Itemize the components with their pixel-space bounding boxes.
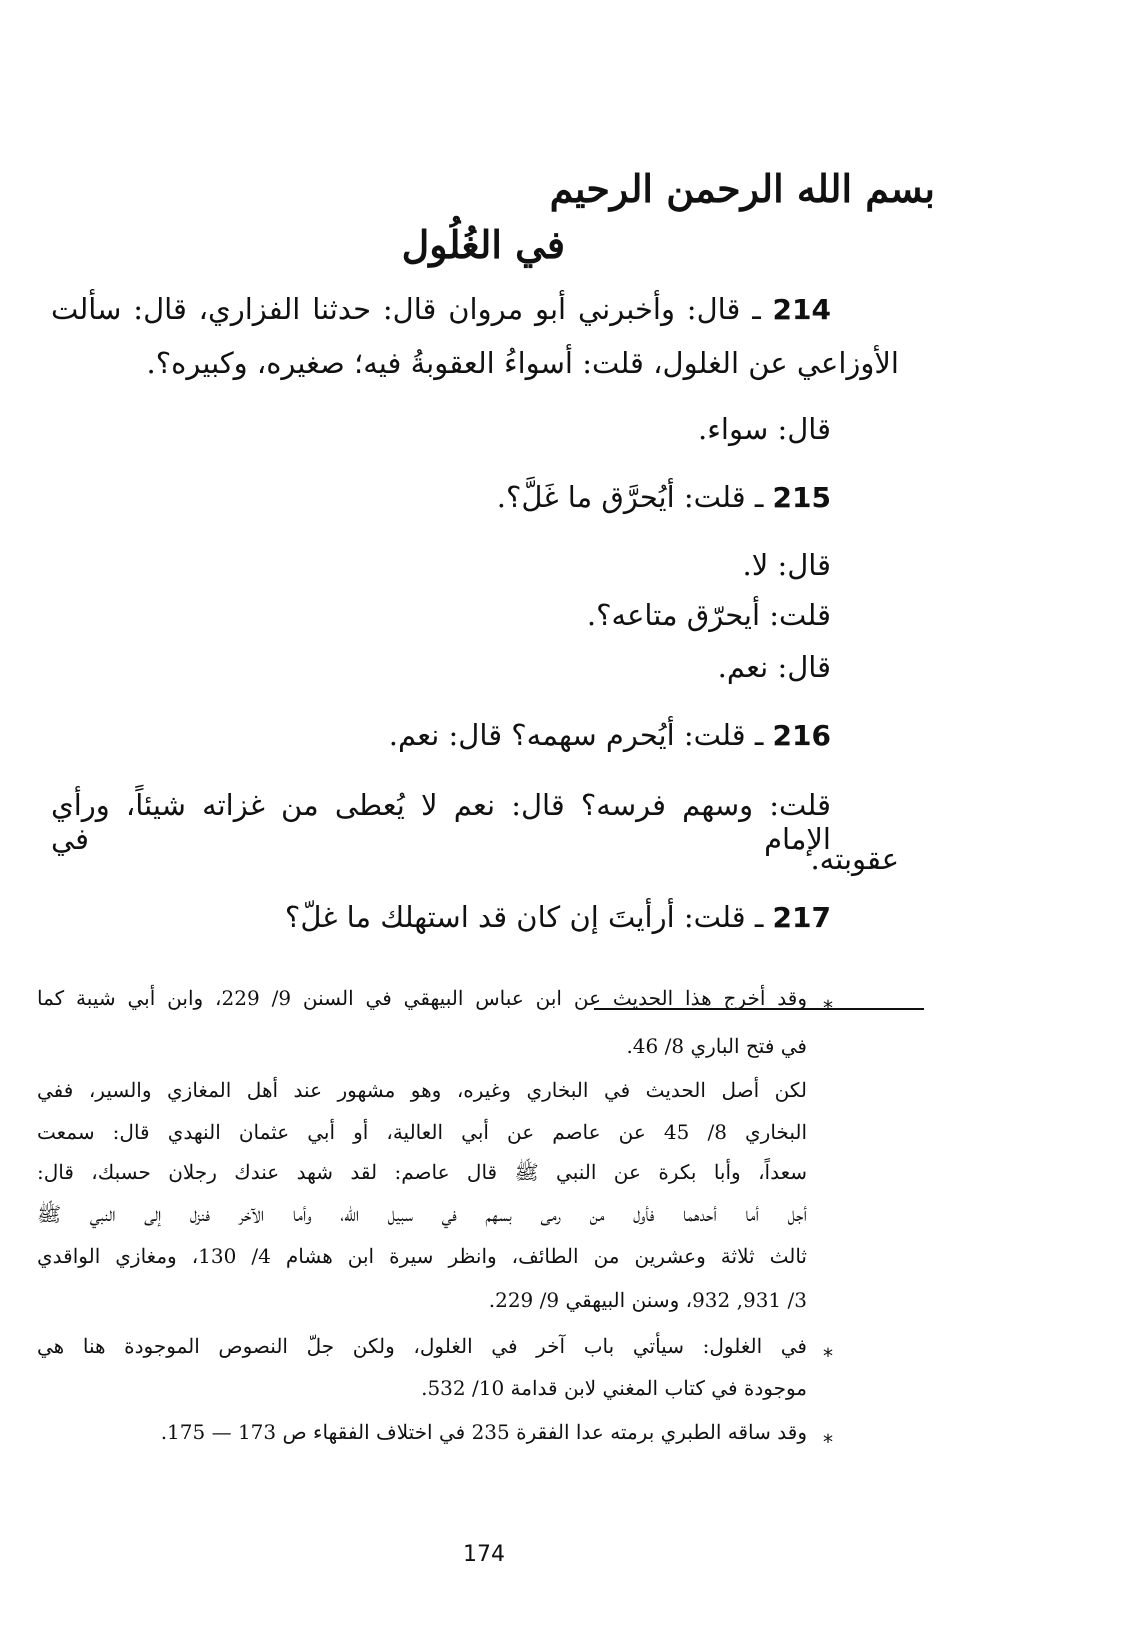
- paragraph-214-line-2: الأوزاعي عن الغلول، قلت: أسواءُ العقوبةُ فيه؛ صغيره، وكبيره؟.: [146, 346, 899, 380]
- paragraph-number: 216: [772, 719, 831, 752]
- question-line-continued: عقوبته.: [810, 842, 899, 876]
- paragraph-number: 215: [772, 481, 831, 514]
- footnote-line: وقد أخرج هذا الحديث عن ابن عباس البيهقي في السنن 9/ 229، وابن أبي شيبة كما: [37, 986, 807, 1010]
- page-number: 174: [463, 1542, 505, 1567]
- footnote-line: في فتح الباري 8/ 46.: [626, 1034, 807, 1058]
- paragraph-214-line-1: [51, 292, 831, 326]
- footnote-line: لكن أصل الحديث في البخاري وغيره، وهو مشهور عند أهل المغازي والسير، ففي: [37, 1078, 807, 1102]
- question-line: قلت: وسهم فرسه؟ قال: نعم لا يُعطى من غزاته شيئاً، ورأي الإمام في: [51, 788, 831, 856]
- footnote-line: البخاري 8/ 45 عن عاصم عن أبي العالية، أو أبي عثمان النهدي قال: سمعت: [37, 1120, 808, 1144]
- paragraph-text: ـ قال: وأخبرني أبو مروان قال: حدثنا الفزاري، قال: سألت: [51, 292, 761, 326]
- paragraph-215: [497, 480, 831, 514]
- reply-line: قال: سواء.: [698, 412, 831, 446]
- footnote-line: أجل أما أحدهما فأول من رمى بسهم في سبيل الله، وأما الآخر فنزل إلى النبي ﷺ: [37, 1202, 807, 1226]
- reply-line: قال: لا.: [742, 548, 831, 582]
- paragraph-text: ـ قلت: أرأيتَ إن كان قد استهلك ما غلّ؟: [284, 900, 764, 934]
- footnote-star: *: [823, 996, 833, 1020]
- paragraph-number: 217: [772, 901, 831, 934]
- footnote-line: 3/ 931, 932، وسنن البيهقي 9/ 229.: [488, 1288, 807, 1312]
- paragraph-number: 214: [772, 293, 831, 326]
- footnote-line: سعداً، وأبا بكرة عن النبي ﷺ قال عاصم: لقد شهد عندك رجلان حسبك، قال:: [37, 1160, 807, 1184]
- paragraph-217: [285, 900, 831, 934]
- basmala-heading: بسم الله الرحمن الرحيم: [549, 166, 935, 211]
- paragraph-216: [389, 718, 831, 752]
- footnote-line: في الغلول: سيأتي باب آخر في الغلول، ولكن جلّ النصوص الموجودة هنا هي: [37, 1334, 807, 1358]
- paragraph-text: ـ قلت: أيُحرَّق ما غَلَّ؟.: [496, 480, 764, 514]
- question-line: قلت: أيحرّق متاعه؟.: [586, 598, 831, 632]
- footnote-star: *: [823, 1430, 833, 1454]
- footnote-line: ثالث ثلاثة وعشرين من الطائف، وانظر سيرة ابن هشام 4/ 130، ومغازي الواقدي: [37, 1244, 807, 1268]
- reply-line: قال: نعم.: [717, 650, 831, 684]
- paragraph-text: ـ قلت: أيُحرم سهمه؟ قال: نعم.: [388, 718, 764, 752]
- footnote-star: *: [823, 1344, 833, 1368]
- footnote-line: موجودة في كتاب المغني لابن قدامة 10/ 532.: [421, 1376, 807, 1400]
- chapter-title: في الغُلُول: [401, 222, 565, 267]
- footnote-line: وقد ساقه الطبري برمته عدا الفقرة 235 في اختلاف الفقهاء ص 173 — 175.: [160, 1420, 807, 1444]
